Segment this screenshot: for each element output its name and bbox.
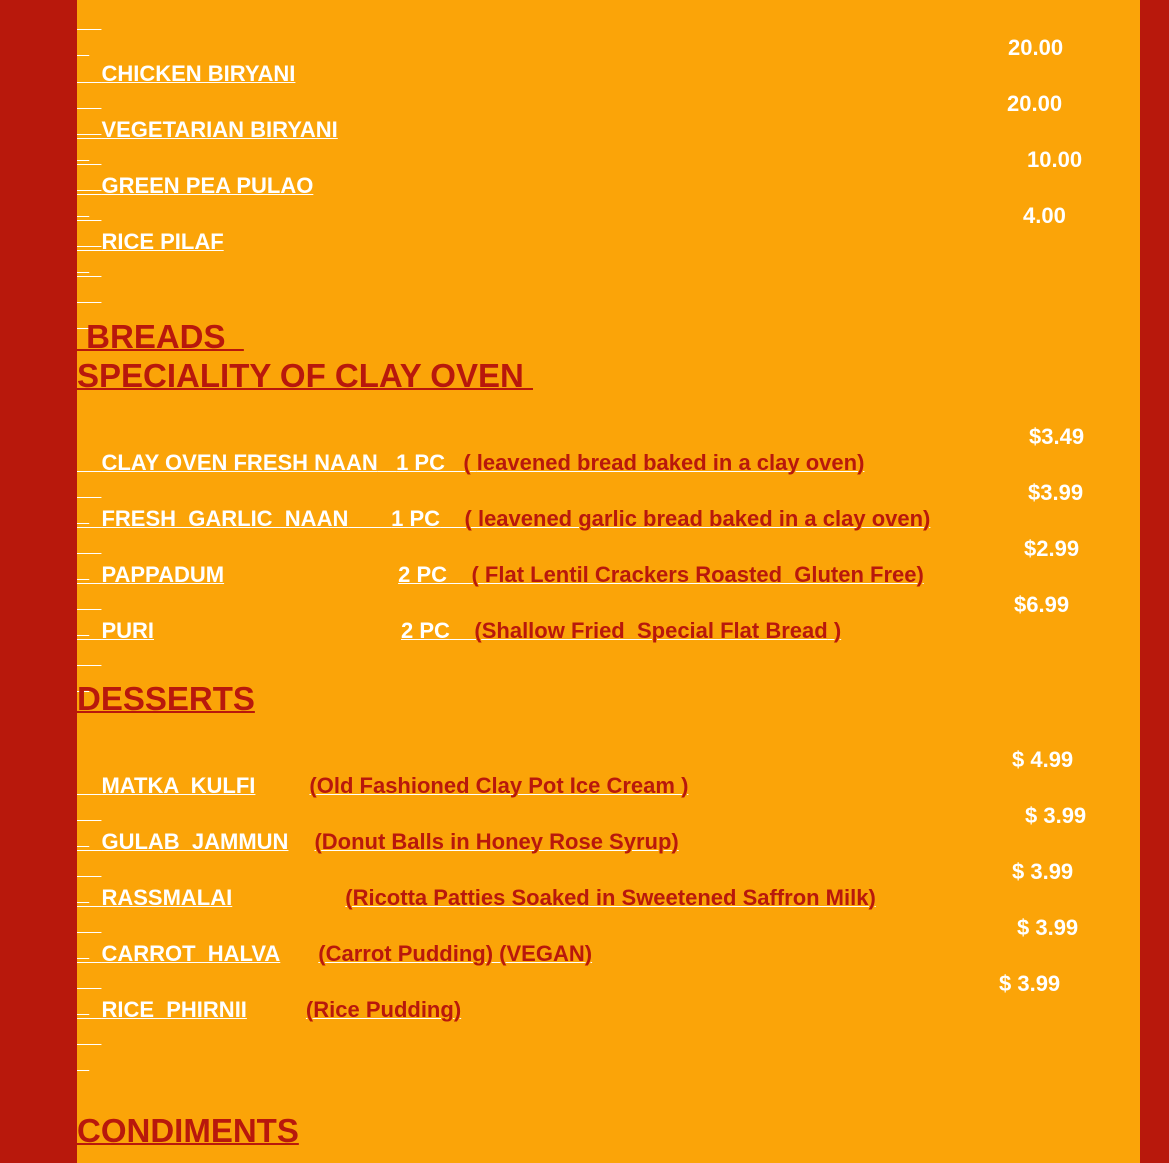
- item-price: 20.00: [1008, 35, 1064, 60]
- item-name: PAPPADUM: [101, 562, 225, 587]
- menu-item-rice-phirnii: RICE PHIRNII (Rice Pudding) $ 3.99: [101, 971, 1061, 1022]
- item-name: GREEN PEA PULAO: [101, 173, 314, 198]
- item-description: leavened garlic bread baked in a clay oven: [477, 506, 924, 531]
- menu-item-carrot-halva: CARROT HALVA (Carrot Pudding) (VEGAN) $ 3.99: [101, 915, 1079, 966]
- item-name: VEGETARIAN BIRYANI: [101, 117, 338, 142]
- item-name: RASSMALAI: [101, 885, 233, 910]
- item-qty: 2 PC: [398, 562, 448, 587]
- item-name: RICE PILAF: [101, 229, 224, 254]
- item-description: leavened bread baked in a clay oven: [476, 450, 858, 475]
- menu-item-rice-pilaf: [77, 203, 1070, 333]
- item-description: Ricotta Patties Soaked in Sweetened Saffron Milk: [352, 885, 869, 910]
- item-description: Rice Pudding: [313, 997, 454, 1022]
- item-name: CLAY OVEN FRESH NAAN: [101, 450, 378, 475]
- item-price: 10.00: [1027, 147, 1083, 172]
- vegan-tag: VEGAN: [506, 941, 585, 966]
- menu-item-garlic-naan: FRESH GARLIC NAAN 1 PC ( leavened garlic bread baked in a clay oven) $3.99: [101, 480, 1084, 531]
- item-price: $ 3.99: [1017, 915, 1079, 940]
- menu-item-clay-oven-naan: CLAY OVEN FRESH NAAN 1 PC ( leavened bread baked in a clay oven) $3.49: [101, 424, 1085, 475]
- breads-subheading: SPECIALITY OF CLAY OVEN: [77, 357, 533, 394]
- item-qty: 1 PC: [391, 506, 441, 531]
- menu-item-matka-kulfi: MATKA KULFI (Old Fashioned Clay Pot Ice Cream ) $ 4.99: [101, 747, 1074, 798]
- item-price: $ 3.99: [999, 971, 1061, 996]
- item-name: CARROT HALVA: [101, 941, 281, 966]
- item-name: CHICKEN BIRYANI: [101, 61, 296, 86]
- item-name: RICE PHIRNII: [101, 997, 247, 1022]
- item-description: Old Fashioned Clay Pot Ice Cream: [316, 773, 675, 798]
- item-description: Shallow Fried Special Flat Bread: [481, 618, 828, 643]
- item-description: Flat Lentil Crackers Roasted Gluten Free: [484, 562, 917, 587]
- item-price: 20.00: [1007, 91, 1063, 116]
- item-price: $ 3.99: [1025, 803, 1087, 828]
- menu-item-pappadum: PAPPADUM 2 PC ( Flat Lentil Crackers Roasted Gluten Free) $2.99: [101, 536, 1080, 587]
- desserts-heading: DESSERTS: [77, 680, 255, 717]
- item-name: PURI: [101, 618, 155, 643]
- item-price: $ 4.99: [1012, 747, 1074, 772]
- item-price: $3.99: [1028, 480, 1084, 505]
- item-price: $ 3.99: [1012, 859, 1074, 884]
- breads-heading: BREADS: [77, 318, 244, 355]
- menu-page: [77, 0, 1140, 1163]
- item-name: GULAB JAMMUN: [101, 829, 289, 854]
- item-name: MATKA KULFI: [101, 773, 256, 798]
- item-description: Carrot Pudding: [325, 941, 486, 966]
- item-qty: 2 PC: [401, 618, 450, 643]
- condiments-heading: CONDIMENTS: [77, 1112, 299, 1149]
- menu-item-puri: PURI 2 PC (Shallow Fried Special Flat Bread ) $6.99: [101, 592, 1070, 643]
- item-price: $2.99: [1024, 536, 1080, 561]
- item-price: 4.00: [1023, 203, 1066, 228]
- item-description: Donut Balls in Honey Rose Syrup: [321, 829, 672, 854]
- item-price: $3.49: [1029, 424, 1085, 449]
- item-qty: 1 PC: [396, 450, 445, 475]
- menu-item-rassmalai: RASSMALAI (Ricotta Patties Soaked in Sweetened Saffron Milk) $ 3.99: [101, 859, 1074, 910]
- item-price: $6.99: [1014, 592, 1070, 617]
- item-name: FRESH GARLIC NAAN: [101, 506, 349, 531]
- menu-item-gulab-jammun: GULAB JAMMUN (Donut Balls in Honey Rose Syrup) $ 3.99: [101, 803, 1087, 854]
